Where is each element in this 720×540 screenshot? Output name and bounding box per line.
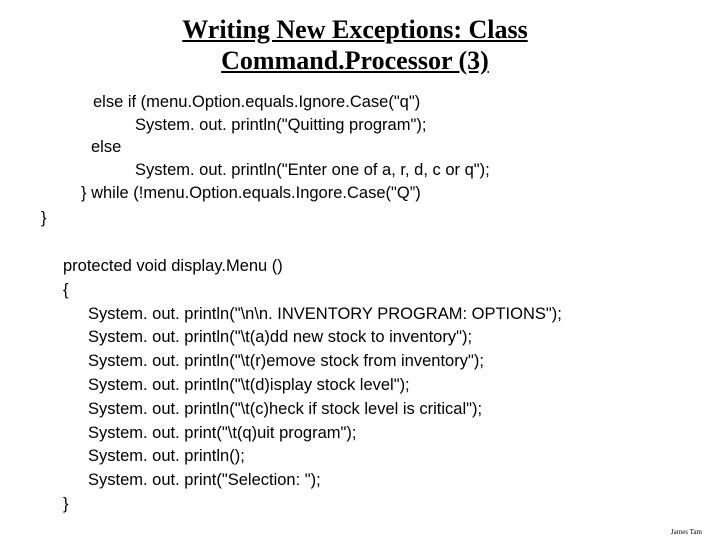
code-line: } [63, 495, 69, 513]
code-line: System. out. println("Enter one of a, r, d, c or q"); [135, 161, 490, 179]
author-footer: James Tam [670, 528, 702, 536]
code-line: } while (!menu.Option.equals.Ingore.Case("Q”) [81, 184, 421, 202]
code-line: else if (menu.Option.equals.Ignore.Case("q") [93, 93, 421, 111]
code-line: System. out. println("\n\n. INVENTORY PROGRAM: OPTIONS"); [88, 305, 562, 323]
code-line: System. out. println(); [88, 447, 245, 465]
code-line: } [41, 209, 47, 227]
code-line: System. out. print("\t(q)uit program"); [88, 424, 357, 442]
code-line: System. out. println("\t(r)emove stock from inventory"); [88, 352, 484, 370]
code-line: protected void display.Menu () [63, 257, 283, 275]
code-line: { [63, 281, 69, 299]
slide-title [0, 14, 710, 76]
code-line: System. out. println("\t(c)heck if stock level is critical"); [88, 400, 483, 418]
code-line: System. out. print("Selection: "); [88, 471, 321, 489]
code-line: else [91, 138, 122, 156]
code-line: System. out. println("\t(d)isplay stock level"); [88, 376, 410, 394]
code-line: System. out. println("\t(a)dd new stock to inventory"); [88, 328, 473, 346]
slide-title-line-1: Writing New Exceptions: Class [182, 15, 528, 44]
slide-title-line-2: Command.Processor (3) [221, 46, 489, 75]
code-line: System. out. println("Quitting program"); [135, 116, 427, 134]
